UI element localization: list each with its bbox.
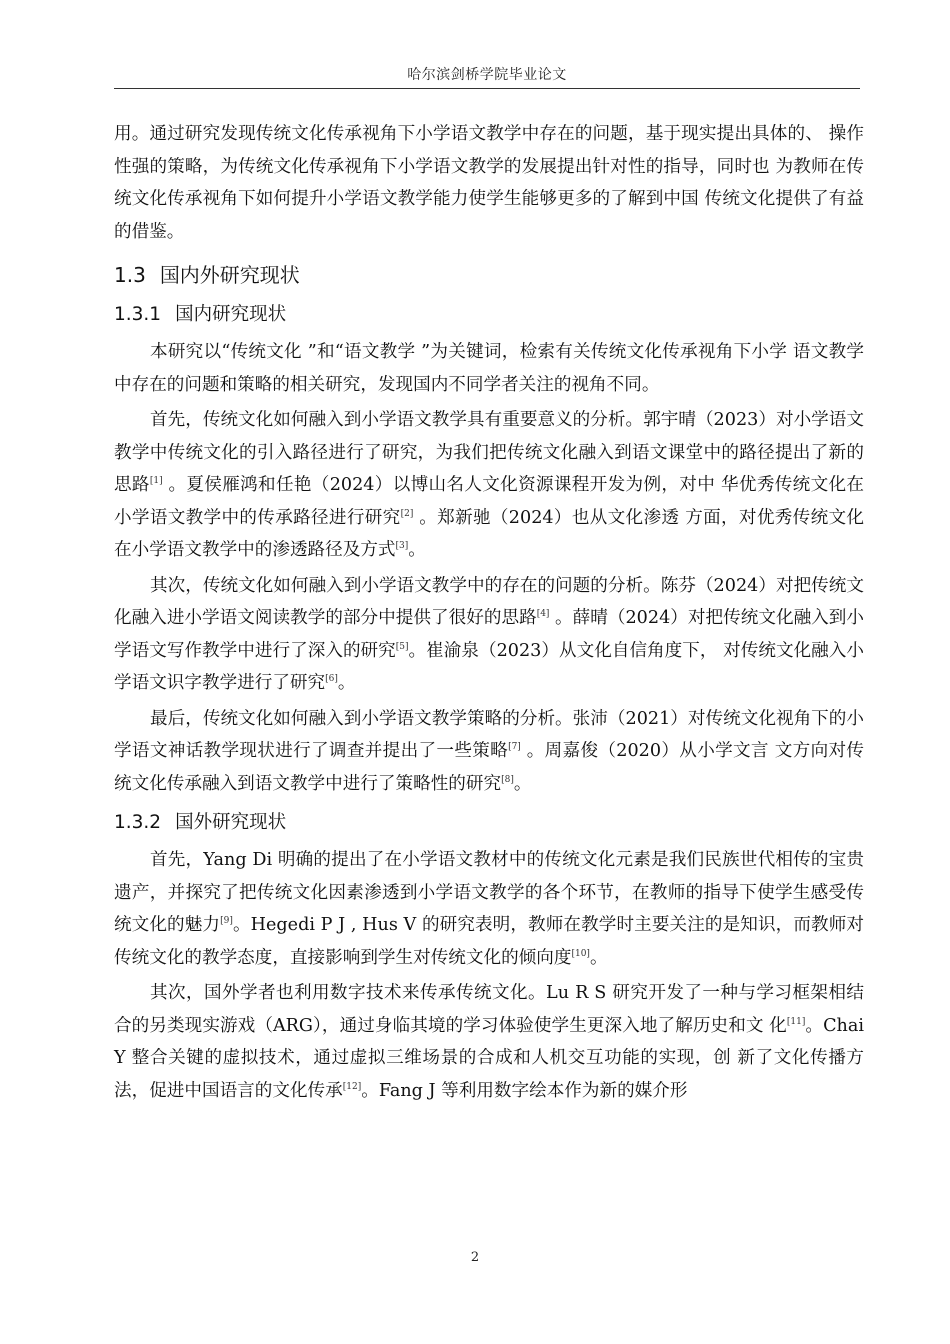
citation-3[interactable]: [3] (395, 541, 409, 551)
citation-2[interactable]: [2] (400, 508, 414, 519)
section-number: 1.3 (114, 263, 146, 287)
section-title: 国内研究现状 (175, 304, 287, 325)
citation-10[interactable]: [10] (571, 948, 590, 959)
page-body (114, 118, 864, 1107)
citation-11[interactable]: [11] (786, 1016, 806, 1027)
citation-6[interactable]: [6] (325, 674, 338, 684)
section-heading-1-3-2 (114, 808, 864, 838)
citation-7[interactable]: [7] (508, 742, 521, 752)
paragraph-domestic-second: 其次，传统文化如何融入到小学语文教学中的存在的问题的分析。陈芬（2024）对把传统文化融入进小学语文阅读教学的部分中提供了很好的思路[4] 。薛晴（2024）对把传统文化融入到小学语文写作教学中进行了深入的研究[5]。崔渝泉（2023）从文化自信角度下， 对传统文化融入小学语文识字教学进行了研究[6]。 (114, 575, 864, 693)
intro-paragraph: 用。通过研究发现传统文化传承视角下小学语文教学中存在的问题，基于现实提出具体的、 操作性强的策略，为传统文化传承视角下小学语文教学的发展提出针对性的指导，同时也 为教师在传统文化传承视角下如何提升小学语文教学能力使学生能够更多的了解到中国 传统文化提供了有益的借鉴。 (114, 124, 864, 242)
citation-4[interactable]: [4] (536, 609, 550, 619)
section-number: 1.3.2 (114, 812, 162, 833)
paragraph-foreign-first: 首先，Yang Di 明确的提出了在小学语文教材中的传统文化元素是我们民族世代相传的宝贵遗产，并探究了把传统文化因素渗透到小学语文教学的各个环节，在教师的指导下使学生感受传统文化的魅力[9]。Hegedi P J , Hus V 的研究表明，教师在教学时主要关注的是知识，而教师对传统文化的教学态度，直接影响到学生对传统文化的倾向度[10]。 (114, 850, 864, 968)
citation-5[interactable]: [5] (395, 641, 409, 652)
section-heading-1-3-1 (114, 300, 864, 330)
citation-12[interactable]: [12] (342, 1081, 362, 1092)
section-title: 国内外研究现状 (159, 263, 300, 287)
paragraph-domestic-first: 首先，传统文化如何融入到小学语文教学具有重要意义的分析。郭宇晴（2023）对小学语文教学中传统文化的引入路径进行了研究，为我们把传统文化融入到语文课堂中的路径提出了新的思路[1] 。夏侯雁鸿和任艳（2024）以博山名人文化资源课程开发为例，对中 华优秀传统文化在小学语文教学中的传承路径进行研究[2] 。郑新驰（2024）也从文化渗透 方面，对优秀传统文化在小学语文教学中的渗透路径及方式[3]。 (114, 410, 864, 560)
paragraph-foreign-second: 其次，国外学者也利用数字技术来传承传统文化。Lu R S 研究开发了一种与学习框架相结合的另类现实游戏（ARG），通过身临其境的学习体验使学生更深入地了解历史和文 化[11]。Chai Y 整合关键的虚拟技术，通过虚拟三维场景的合成和人机交互功能的实现，创 新了文化传播方法，促进中国语言的文化传承[12]。Fang J 等利用数字绘本作为新的媒介形 (114, 983, 864, 1101)
citation-8[interactable]: [8] (501, 774, 514, 785)
section-number: 1.3.1 (114, 304, 162, 325)
section-heading-1-3 (114, 260, 864, 290)
citation-9[interactable]: [9] (220, 916, 233, 926)
header-rule (114, 88, 860, 89)
section-title: 国外研究现状 (175, 812, 287, 833)
paragraph-keywords: 本研究以“传统文化 ”和“语文教学 ”为关键词，检索有关传统文化传承视角下小学 语文教学中存在的问题和策略的相关研究，发现国内不同学者关注的视角不同。 (114, 342, 864, 395)
paragraph-domestic-third: 最后，传统文化如何融入到小学语文教学策略的分析。张沛（2021）对传统文化视角下的小学语文神话教学现状进行了调查并提出了一些策略[7] 。周嘉俊（2020）从小学文言 文方向对传统文化传承融入到语文教学中进行了策略性的研究[8]。 (114, 708, 864, 794)
citation-1[interactable]: [1] (149, 476, 163, 486)
page-number: 2 (470, 1250, 480, 1265)
running-header: 哈尔滨剑桥学院毕业论文 (407, 67, 567, 83)
